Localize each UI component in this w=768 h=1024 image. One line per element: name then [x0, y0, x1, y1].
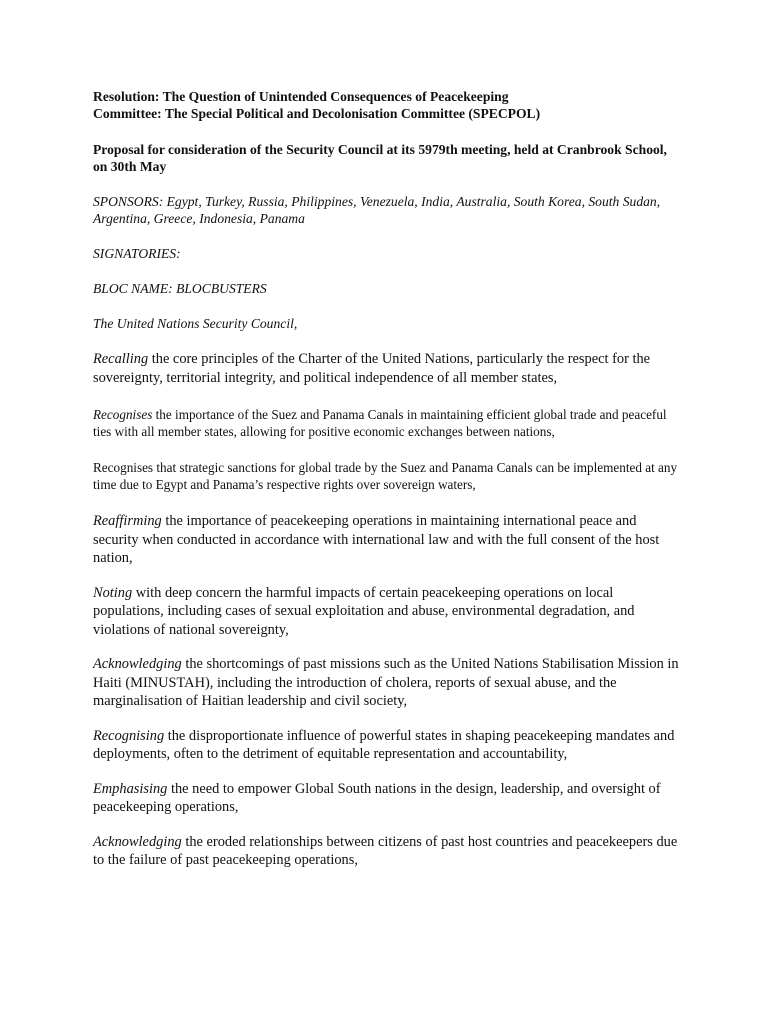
clause-lead: Acknowledging — [93, 656, 182, 672]
document-page — [93, 88, 683, 870]
clause-recognising-influence — [93, 727, 683, 764]
clause-lead: Reaffirming — [93, 513, 162, 529]
clause-lead: Recognising — [93, 727, 165, 744]
clause-lead: Acknowledging — [93, 833, 182, 850]
clause-recognises-sanctions — [93, 459, 683, 493]
clause-recalling — [93, 350, 683, 387]
clause-text: the shortcomings of past missions such as the United Nations Stabilisation Mission in Haiti (MINUSTAH), including the introduction of cholera, reports of sexual abuse, and the marginalisation of Haitian leadership and civil society, — [93, 656, 679, 709]
clause-text: the eroded relationships between citizens of past host countries and peacekeepers due to the failure of past peacekeeping operations, — [93, 833, 678, 868]
signatories-text: SIGNATORIES: — [93, 246, 181, 261]
clause-text: the disproportionate influence of powerful states in shaping peacekeeping mandates and deployments, often to the detriment of equitable representation and accountability, — [93, 727, 675, 762]
proposal-text: Proposal for consideration of the Security Council at its 5979th meeting, held at Cranbrook School, on 30th May — [93, 142, 667, 174]
clause-text: the core principles of the Charter of the United Nations, particularly the respect for the sovereignty, territorial integrity, and political independence of all member states, — [93, 351, 651, 386]
clause-emphasising — [93, 780, 683, 817]
council-name: The United Nations Security Council, — [93, 316, 298, 331]
clause-text: the importance of the Suez and Panama Canals in maintaining efficient global trade and peaceful ties with all member states, allowing for positive economic exchanges between nations, — [93, 407, 667, 439]
clause-recognises-canals — [93, 406, 683, 440]
clause-noting — [93, 584, 683, 640]
clause-lead: Recalling — [93, 351, 149, 367]
clause-acknowledging-minustah — [93, 655, 683, 711]
clause-lead: Noting — [93, 584, 133, 601]
sponsors-text: SPONSORS: Egypt, Turkey, Russia, Philippines, Venezuela, India, Australia, South Korea, South Sudan, Argentina, Greece, Indonesia, Panama — [93, 194, 661, 226]
clause-reaffirming — [93, 512, 683, 568]
committee-title: Committee: The Special Political and Decolonisation Committee (SPECPOL) — [93, 106, 541, 121]
resolution-title: Resolution: The Question of Unintended Consequences of Peacekeeping — [93, 89, 509, 104]
clause-text: with deep concern the harmful impacts of certain peacekeeping operations on local populations, including cases of sexual exploitation and abuse, environmental degradation, and violations of national sovereignty, — [93, 584, 635, 638]
clause-lead: Recognises — [93, 407, 153, 422]
clause-acknowledging-relationships — [93, 833, 683, 870]
clause-text: the need to empower Global South nations in the design, leadership, and oversight of peacekeeping operations, — [93, 780, 661, 815]
clause-lead: Emphasising — [93, 780, 168, 797]
bloc-name-text: BLOC NAME: BLOCBUSTERS — [93, 281, 267, 296]
clause-text: the importance of peacekeeping operations in maintaining international peace and security when conducted in accordance with international law and with the full consent of the host nation, — [93, 513, 660, 566]
clause-text: Recognises that strategic sanctions for global trade by the Suez and Panama Canals can be implemented at any time due to Egypt and Panama’s respective rights over sovereign waters, — [93, 460, 678, 492]
